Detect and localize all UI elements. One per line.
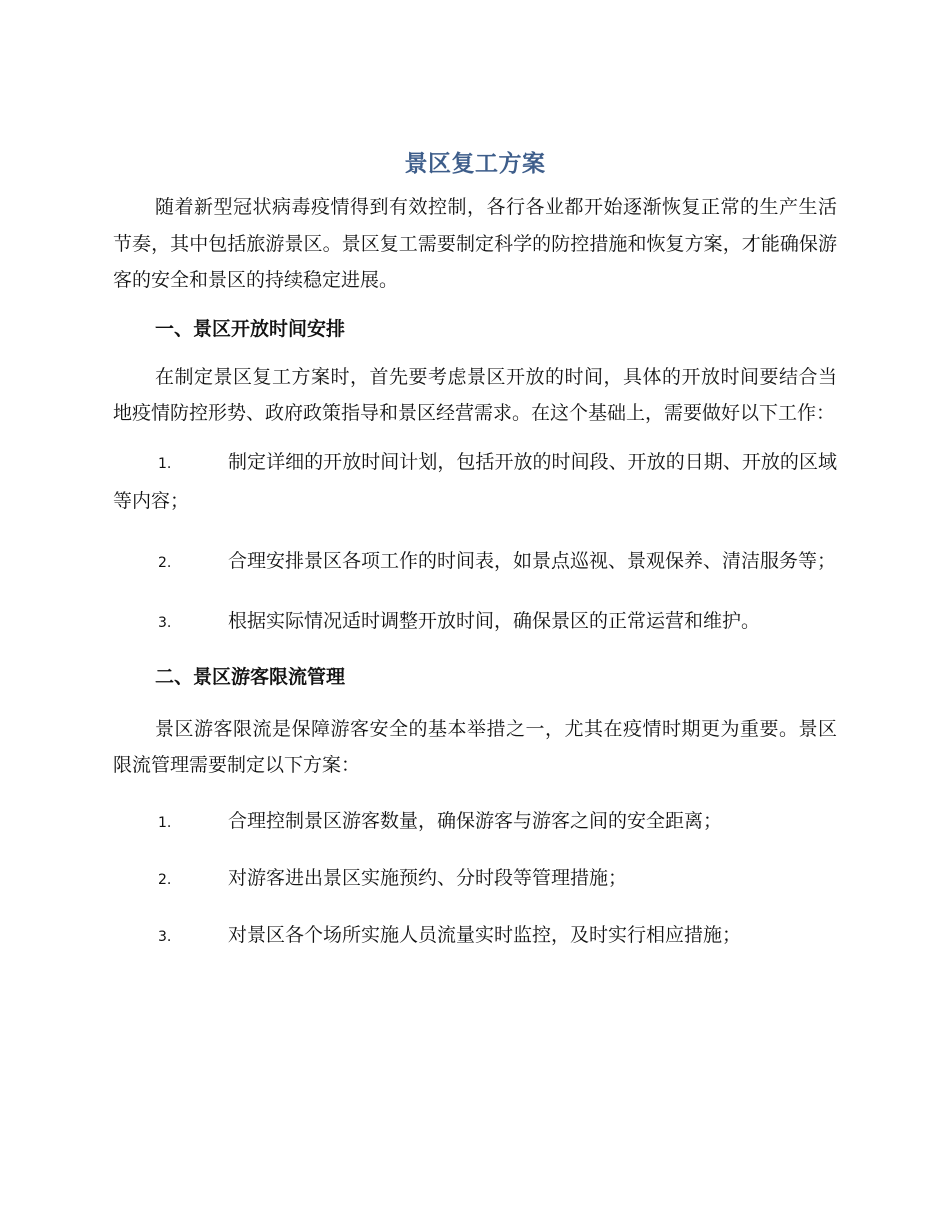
list-text: 对景区各个场所实施人员流量实时监控，及时实行相应措施； [228, 923, 742, 946]
document-body [113, 189, 837, 956]
list-number: 3. [158, 614, 172, 631]
list-text: 对游客进出景区实施预约、分时段等管理措施； [228, 866, 628, 889]
list-item [113, 917, 837, 956]
list-text: 根据实际情况适时调整开放时间，确保景区的正常运营和维护。 [228, 609, 761, 632]
list-number: 2. [158, 871, 172, 888]
section-1-paragraph: 在制定景区复工方案时，首先要考虑景区开放的时间，具体的开放时间要结合当地疫情防控形势、政府政策指导和景区经营需求。在这个基础上，需要做好以下工作： [113, 365, 837, 424]
section-2-paragraph: 景区游客限流是保障游客安全的基本举措之一，尤其在疫情时期更为重要。景区限流管理需要制定以下方案： [113, 717, 837, 776]
list-item [113, 543, 837, 582]
list-number: 1. [158, 814, 172, 831]
document-title: 景区复工方案 [404, 151, 546, 177]
section-2-heading: 二、景区游客限流管理 [155, 665, 346, 688]
list-text: 合理安排景区各项工作的时间表，如景点巡视、景观保养、清洁服务等； [228, 549, 837, 572]
section-1-heading: 一、景区开放时间安排 [155, 317, 346, 340]
list-item [113, 603, 837, 642]
list-number: 2. [158, 554, 172, 571]
list-text: 制定详细的开放时间计划，包括开放的时间段、开放的日期、开放的区域等内容； [113, 450, 837, 512]
list-text: 合理控制景区游客数量，确保游客与游客之间的安全距离； [228, 809, 723, 832]
intro-paragraph: 随着新型冠状病毒疫情得到有效控制，各行各业都开始逐渐恢复正常的生产生活节奏，其中包括旅游景区。景区复工需要制定科学的防控措施和恢复方案，才能确保游客的安全和景区的持续稳定进展。 [113, 196, 837, 291]
list-item [113, 860, 837, 899]
list-number: 3. [158, 928, 172, 945]
list-item [113, 444, 837, 520]
list-number: 1. [158, 455, 172, 472]
list-item [113, 803, 837, 842]
